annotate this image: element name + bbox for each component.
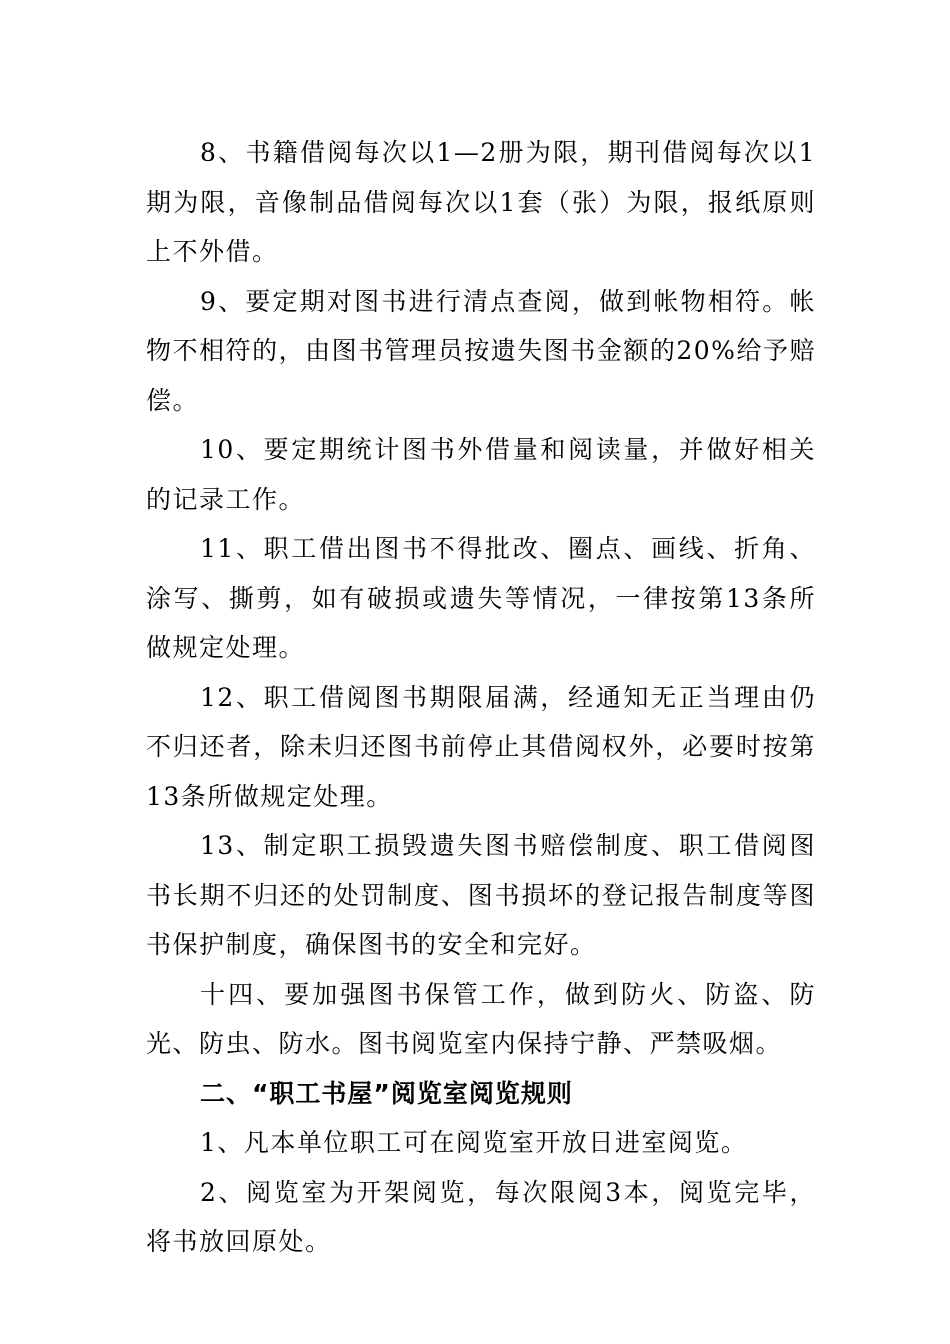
paragraph-item-8: 8、书籍借阅每次以1—2册为限，期刊借阅每次以1期为限，音像制品借阅每次以1套（张）为限，报纸原则上不外借。: [146, 138, 816, 266]
paragraph-item-9: 9、要定期对图书进行清点查阅，做到帐物相符。帐物不相符的，由图书管理员按遗失图书金额的20%给予赔偿。: [146, 286, 816, 415]
paragraph-item-11: 11、职工借出图书不得批改、圈点、画线、折角、涂写、撕剪，如有破损或遗失等情况，一律按第13条所做规定处理。: [146, 534, 816, 662]
paragraph-item-14: 十四、要加强图书保管工作，做到防火、防盗、防光、防虫、防水。图书阅览室内保持宁静、严禁吸烟。: [146, 979, 816, 1058]
paragraph-item-10: 10、要定期统计图书外借量和阅读量，并做好相关的记录工作。: [146, 435, 816, 514]
paragraph-item-12: 12、职工借阅图书期限届满，经通知无正当理由仍不归还者，除未归还图书前停止其借阅权外，必要时按第13条所做规定处理。: [146, 682, 816, 811]
document-body: [146, 128, 816, 1267]
section-heading: 二、“职工书屋”阅览室阅览规则: [200, 1078, 573, 1108]
reading-rule-2: 2、阅览室为开架阅览，每次限阅3本，阅览完毕，将书放回原处。: [146, 1177, 816, 1256]
reading-rule-1: 1、凡本单位职工可在阅览室开放日进室阅览。: [200, 1128, 748, 1157]
paragraph-item-13: 13、制定职工损毁遗失图书赔偿制度、职工借阅图书长期不归还的处罚制度、图书损坏的登记报告制度等图书保护制度，确保图书的安全和完好。: [146, 831, 816, 959]
